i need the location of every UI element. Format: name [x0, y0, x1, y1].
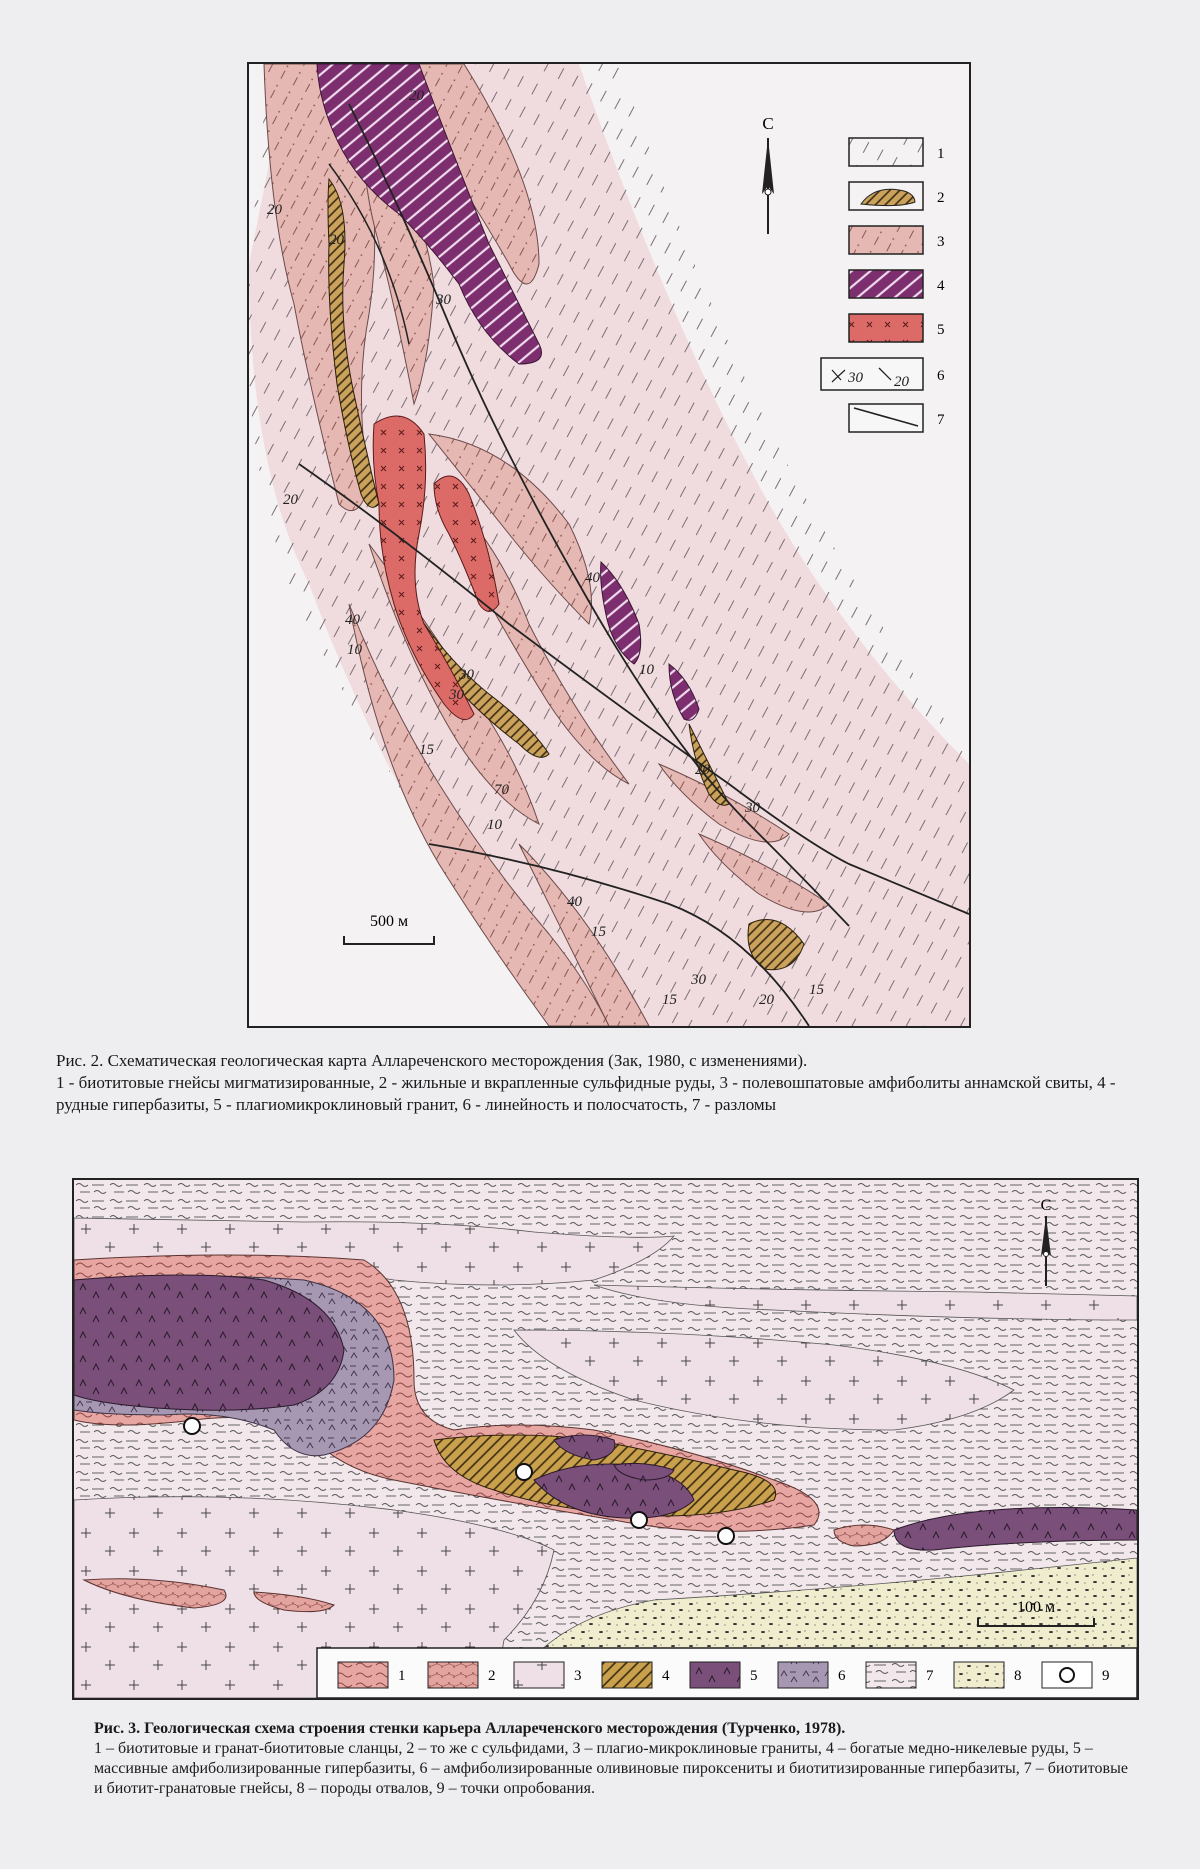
sampling-point-icon	[1060, 1668, 1074, 1682]
dip-label: 20	[267, 202, 282, 218]
fig2-caption	[56, 1050, 1156, 1116]
dip-label: 30	[459, 667, 474, 683]
dip-label: 30	[745, 800, 760, 816]
sampling-point-icon	[718, 1528, 734, 1544]
fig3-scale-label: 100 м	[1016, 1599, 1056, 1616]
legend-symbol-label: 30	[848, 370, 863, 386]
dip-label: 10	[639, 662, 654, 678]
fig2-caption-title: Рис. 2. Схематическая геологическая карта Аллареченского месторождения (Зак, 1980, с изменениями).	[56, 1051, 808, 1070]
legend-num: 5	[937, 322, 945, 338]
dip-label: 15	[419, 742, 434, 758]
fig3-legend-num: 4	[662, 1668, 670, 1684]
sampling-point-icon	[184, 1418, 200, 1434]
legend-num: 4	[937, 278, 945, 294]
dip-label: 20	[759, 992, 774, 1008]
legend-num: 1	[937, 146, 945, 162]
north-label: С	[762, 114, 774, 133]
fig3-legend-num: 5	[750, 1668, 758, 1684]
fig3-caption-title: Рис. 3. Геологическая схема строения стенки карьера Аллареченского месторождения (Турченко, 1978).	[94, 1720, 846, 1737]
dip-label: 30	[436, 292, 451, 308]
fig2-caption-body: 1 - биотитовые гнейсы мигматизированные, 2 - жильные и вкрапленные сульфидные руды, 3 - полевошпатовые амфиболиты аннамской свиты, 4 - рудные гипербазиты, 5 - плагиомикроклиновый гранит, 6 - линейность и полосчатость, 7 - разломы	[56, 1073, 1116, 1114]
dip-label: 15	[809, 982, 824, 998]
legend-num: 7	[937, 412, 945, 428]
fig3-legend	[317, 1648, 1137, 1698]
dip-label: 20	[329, 232, 344, 248]
fig3-legend-num: 8	[1014, 1668, 1022, 1684]
dip-label: 10	[487, 817, 502, 833]
fig2-map-svg	[249, 64, 969, 1026]
dip-label: 15	[662, 992, 677, 1008]
dip-label: 10	[347, 642, 362, 658]
fig3-legend-num: 7	[926, 1668, 934, 1684]
dip-label: 40	[345, 612, 360, 628]
legend-num: 3	[937, 234, 945, 250]
legend-num: 6	[937, 368, 945, 384]
fig3-legend-num: 6	[838, 1668, 846, 1684]
fig3-map-svg	[74, 1180, 1137, 1698]
sampling-point-icon	[516, 1464, 532, 1480]
scale-label: 500 м	[369, 913, 409, 930]
dip-label: 20	[283, 492, 298, 508]
fig3-legend-num: 1	[398, 1668, 406, 1684]
dip-label: 30	[691, 972, 706, 988]
dip-label: 30	[449, 687, 464, 703]
fig3-legend-num: 2	[488, 1668, 496, 1684]
sampling-point-icon	[631, 1512, 647, 1528]
legend-num: 2	[937, 190, 945, 206]
fig3-legend-num: 3	[574, 1668, 582, 1684]
dip-label: 20	[695, 762, 710, 778]
fig2-geologic-map	[247, 62, 971, 1028]
fig3-caption	[94, 1719, 1134, 1799]
fig3-quarry-scheme	[72, 1178, 1139, 1700]
fig3-north-label: С	[1040, 1197, 1052, 1214]
dip-label: 15	[591, 924, 606, 940]
dip-label: 40	[585, 570, 600, 586]
dip-label: 70	[494, 782, 509, 798]
dip-label: 40	[567, 894, 582, 910]
fig3-caption-body: 1 – биотитовые и гранат-биотитовые сланцы, 2 – то же с сульфидами, 3 – плагио-микроклиновые граниты, 4 – богатые медно-никелевые руды, 5 – массивные амфиболизированные гипербазиты, 6 – амфиболизированные оливиновые пироксениты и биотитизированные гипербазиты, 7 – биотитовые и биотит-гранатовые гнейсы, 8 – породы отвалов, 9 – точки опробования.	[94, 1740, 1128, 1797]
fig3-legend-num: 9	[1102, 1668, 1110, 1684]
dip-label: 20	[409, 88, 424, 104]
legend-symbol-label: 20	[894, 374, 909, 390]
